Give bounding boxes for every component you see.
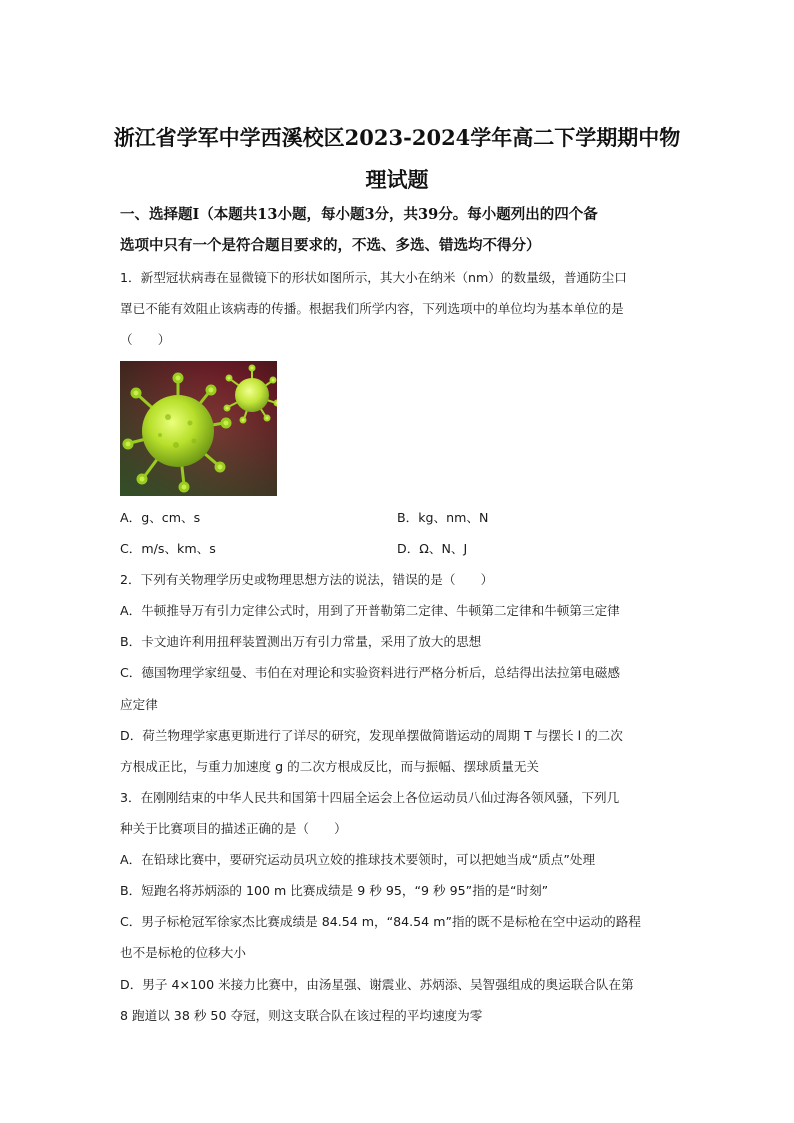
q3-option-d-line2: 8 跑道以 38 秒 50 夺冠，则这支联合队在该过程的平均速度为零 [120,1008,483,1023]
q2-option-c-line2: 应定律 [120,697,158,712]
virus-microscope-image [120,361,277,496]
q2-option-a: A．牛顿推导万有引力定律公式时，用到了开普勒第二定律、牛顿第二定律和牛顿第三定律 [120,603,620,618]
q3-option-d-line1: D．男子 4×100 米接力比赛中，由汤星强、谢震业、苏炳添、吴智强组成的奥运联合队在第 [120,977,634,992]
virus-illustration [120,361,277,496]
q3-option-a: A．在铅球比赛中，要研究运动员巩立姣的推球技术要领时，可以把她当成“质点”处理 [120,852,596,867]
q1-stem-line2: 罩已不能有效阻止该病毒的传播。根据我们所学内容，下列选项中的单位均为基本单位的是 [120,301,624,316]
q1-option-b: B．kg、nm、N [397,510,489,525]
q1-stem-line1: 1．新型冠状病毒在显微镜下的形状如图所示，其大小在纳米（nm）的数量级，普通防尘口 [120,270,627,285]
q2-option-d-line1: D．荷兰物理学家惠更斯进行了详尽的研究，发现单摆做简谐运动的周期 T 与摆长 l 的二次 [120,728,623,743]
q3-stem-line2: 种关于比赛项目的描述正确的是（ ） [120,821,347,836]
q1-stem-line3: （ ） [120,332,171,347]
section-heading-line2: 选项中只有一个是符合题目要求的，不选、多选、错选均不得分） [120,237,541,254]
q2-option-b: B．卡文迪许利用扭秤装置测出万有引力常量，采用了放大的思想 [120,634,482,649]
section-heading-line1: 一、选择题Ⅰ（本题共13小题，每小题3分，共39分。每小题列出的四个备 [120,206,598,223]
q1-option-a: A．g、cm、s [120,510,201,525]
q1-option-c: C．m/s、km、s [120,541,216,556]
q3-option-b: B．短跑名将苏炳添的 100 m 比赛成绩是 9 秒 95，“9 秒 95”指的是“时刻” [120,883,549,898]
q3-stem-line1: 3．在刚刚结束的中华人民共和国第十四届全运会上各位运动员八仙过海各领风骚，下列几 [120,790,620,805]
q3-option-c-line2: 也不是标枪的位移大小 [120,945,246,960]
q2-option-d-line2: 方根成正比，与重力加速度 g 的二次方根成反比，而与振幅、摆球质量无关 [120,759,540,774]
q2-stem: 2．下列有关物理学历史或物理思想方法的说法，错误的是（ ） [120,572,494,587]
page-title-line2: 理试题 [365,167,429,192]
q1-option-d: D．Ω、N、J [397,541,468,556]
page-title-line1: 浙江省学军中学西溪校区2023-2024学年高二下学期期中物 [113,125,681,150]
q3-option-c-line1: C．男子标枪冠军徐家杰比赛成绩是 84.54 m，“84.54 m”指的既不是标枪在空中运动的路程 [120,914,641,929]
q2-option-c-line1: C．德国物理学家纽曼、韦伯在对理论和实验资料进行严格分析后，总结得出法拉第电磁感 [120,665,620,680]
